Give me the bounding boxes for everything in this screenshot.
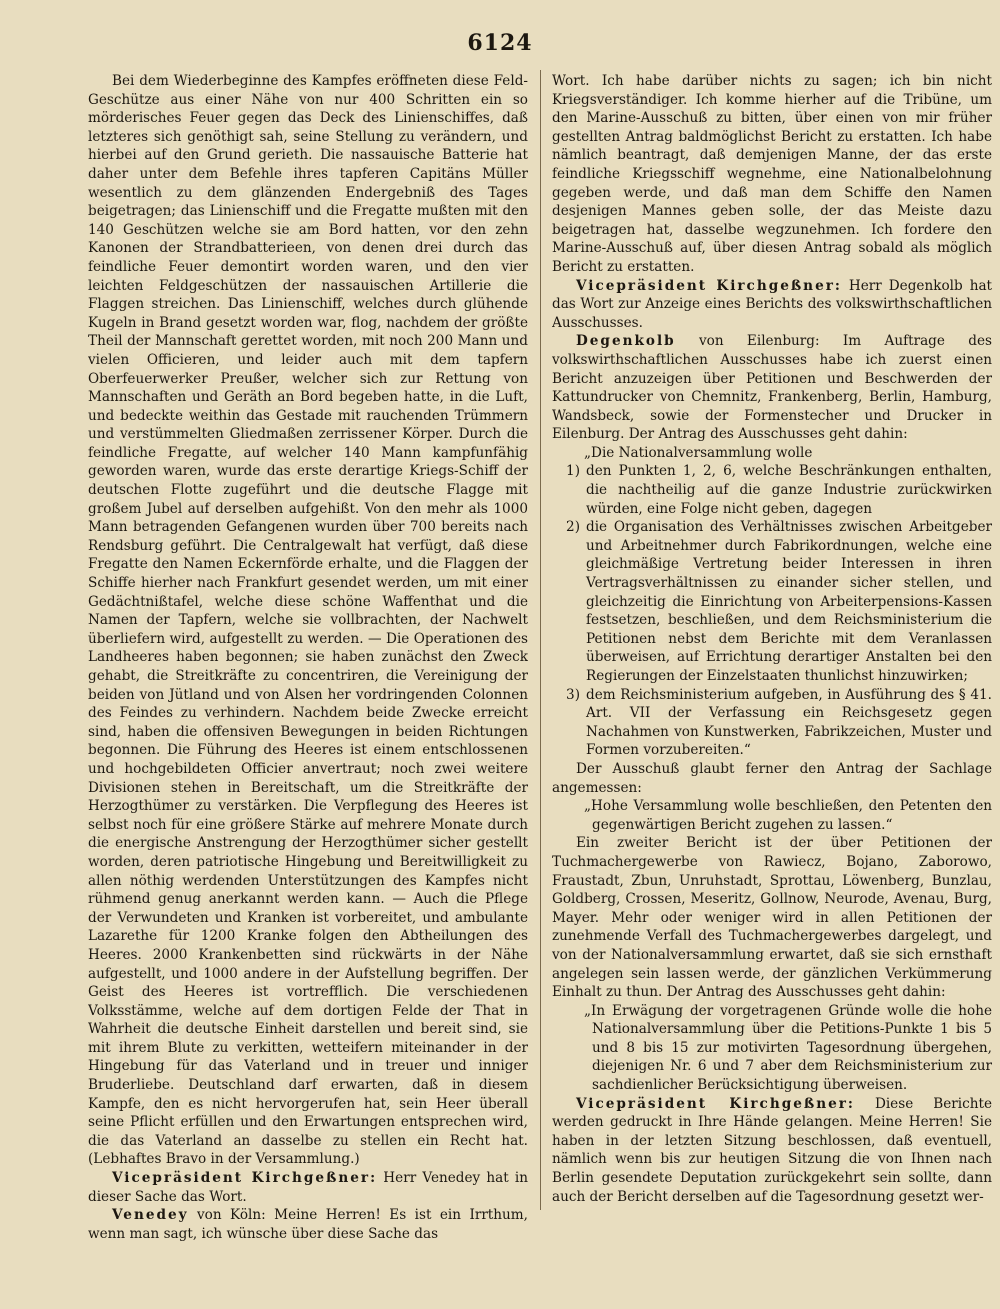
paragraph [88, 1169, 528, 1206]
speaker-name: Vicepräsident Kirchgeßner: [576, 1095, 855, 1112]
speech-text: von Eilenburg: Im Auftrage des volkswirthschaftlichen Ausschusses habe ich zuerst einen Bericht anzuzeigen über Petitionen und Beschwerden der Kattundrucker von Chemnitz, Frankenberg, Berlin, Hamburg, Wandsbeck, sowie der Formenstecher und Drucker in Eilenburg. Der Antrag des Ausschusses geht dahin: [552, 333, 992, 443]
quote: „In Erwägung der vorgetragenen Gründe wolle die hohe Nationalversammlung über die Petitions-Punkte 1 bis 5 und 8 bis 15 zur motivirten Tagesordnung übergehen, diejenigen Nr. 6 und 7 aber dem Reichsministerium zur sachdienlicher Berücksichtigung überweisen. [584, 1002, 992, 1094]
speaker-name: Vicepräsident Kirchgeßner: [112, 1170, 378, 1187]
list-number: 1) [566, 463, 580, 480]
list-text: den Punkten 1, 2, 6, welche Beschränkungen enthalten, die nachtheilig auf die ganze Industrie zurückwirken würden, eine Folge nicht geben, dagegen [586, 463, 992, 517]
paragraph: Der Ausschuß glaubt ferner den Antrag der Sachlage angemessen: [552, 760, 992, 796]
paragraph [552, 332, 992, 444]
paragraph [552, 277, 992, 333]
paragraph [88, 1206, 528, 1243]
paragraph [552, 1095, 992, 1207]
list-text: dem Reichsministerium aufgeben, in Ausführung des § 41. Art. VII der Verfassung ein Reichsgesetz gegen Nachahmen von Kunstwerken, Fabrikzeichen, Muster und Formen vorzubereiten.“ [586, 686, 992, 759]
right-column [552, 72, 992, 1282]
list-item [552, 686, 992, 760]
page-number: 6124 [467, 30, 533, 56]
speaker-name: Vicepräsident Kirchgeßner: [576, 277, 842, 294]
speech-text: Herr Venedey hat in dieser Sache das Wort. [88, 1170, 528, 1205]
paragraph: Bei dem Wiederbeginne des Kampfes eröffneten diese Feld-Geschütze aus einer Nähe von nur 400 Schritten ein so mörderisches Feuer gegen das Deck des Linienschiffes, daß letzteres sich genöthigt sah, seine Stellung zu verändern, und hierbei auf den Grund gerieth. Die nassauische Batterie hat daher unter dem Befehle ihres tapferen Capitäns Müller wesentlich zu dem glänzenden Endergebniß des Tages beigetragen; das Linienschiff und die Fregatte mußten mit den 140 Geschützen welche sie am Bord hatten, vor den zehn Kanonen der Strandbatterieen, von denen drei durch das feindliche Feuer demontirt worden waren, und den vier leichten Feldgeschützen der nassauischen Artillerie die Flaggen streichen. Das Linienschiff, welches durch glühende Kugeln in Brand gesetzt worden war, flog, nachdem der größte Theil der Mannschaft gerettet worden, mit noch 200 Mann und vielen Officieren, und leider auch mit dem tapfern Oberfeuerwerker Preußer, welcher sich zur Rettung von Mannschaften und Geräth an Bord begeben hatte, in die Luft, und bedeckte weithin das Gestade mit rauchenden Trümmern und verstümmelten Gliedmaßen zerrissener Körper. Durch die feindliche Fregatte, auf welcher 140 Mann kampfunfähig geworden waren, wurde das erste derartige Kriegs-Schiff der deutschen Flotte zugeführt und die deutsche Flagge mit großem Jubel auf derselben aufgehißt. Von den mehr als 1000 Mann betragenden Gefangenen wurden über 700 bereits nach Rendsburg geführt. Die Centralgewalt hat verfügt, daß diese Fregatte den Namen Eckernförde erhalte, und die Flaggen der Schiffe hierher nach Frankfurt gesendet werden, um mit einer Gedächtnißtafel, welche diese schöne Waffenthat und die Namen der Tapfern, welche sie vollbrachten, der Nachwelt überliefern wird, aufgestellt zu werden. — Die Operationen des Landheeres haben begonnen; sie haben zunächst den Zweck gehabt, die Streitkräfte zu concentriren, die Vereinigung der beiden von Jütland und von Alsen her vordringenden Colonnen des Feindes zu verhindern. Nachdem beide Zwecke erreicht sind, haben die offensiven Bewegungen in beiden Richtungen begonnen. Die Führung des Heeres ist einem entschlossenen und hochgebildeten Officier anvertraut; noch zwei weitere Divisionen stehen in Bereitschaft, um die Streitkräfte der Herzogthümer zu verstärken. Die Verpflegung des Heeres ist selbst noch für eine größere Stärke auf mehrere Monate durch die energische Anstrengung der Herzogthümer sicher gestellt worden, deren patriotische Hingebung und Bereitwilligkeit zu allen nöthig werdenden Unterstützungen des Kampfes nicht rühmend genug anerkannt werden kann. — Auch die Pflege der Verwundeten und Kranken ist vorbereitet, und ambulante Lazarethe für 1200 Kranke folgen den Abtheilungen des Heeres. 2000 Krankenbetten sind rückwärts in der Nähe aufgestellt, und 1000 andere in der Aufstellung begriffen. Der Geist des Heeres ist vortrefflich. Die verschiedenen Volksstämme, welche auf dem dortigen Felde der That in Wahrheit die deutsche Einheit darstellen und bereit sind, sie mit ihrem Blute zu verkitten, wetteifern miteinander in der Hingebung für das Vaterland und in treuer und inniger Bruderliebe. Deutschland darf erwarten, daß in diesem Kampfe, den es nicht hervorgerufen hat, sein Heer überall seine Pflicht erfüllen und den Erwartungen entsprechen wird, die das Vaterland an dasselbe zu stellen ein Recht hat. (Lebhaftes Bravo in der Versammlung.) [88, 73, 528, 1168]
list-text: die Organisation des Verhältnisses zwischen Arbeitgeber und Arbeitnehmer durch Fabrikordnungen, welche eine gleichmäßige Vertretung beider Interessen in ihren Vertragsverhältnissen zu einander sicher stellen, und gleichzeitig die Einrichtung von Arbeiterpensions-Kassen festsetzen, beschließen, und dem Reichsministerium die Petitionen nebst dem Berichte mit dem Veranlassen überweisen, auf Errichtung derartiger Anstalten bei den Regierungen der Einzelstaaten thunlichst hinzuwirken; [586, 519, 992, 684]
speaker-name: Venedey [112, 1207, 189, 1224]
speech-text: Herr Degenkolb hat das Wort zur Anzeige eines Berichts des volkswirthschaftlichen Ausschusses. [552, 277, 992, 331]
speech-text: Diese Berichte werden gedruckt in Ihre Hände gelangen. Meine Herren! Sie haben in der letzten Sitzung beschlossen, daß eventuell, nämlich wenn bis zur heutigen Sitzung die von Ihnen nach Berlin gesendete Deputation zurückgekehrt sein sollte, dann auch der Bericht derselben auf die Tagesordnung gesetzt wer- [552, 1095, 992, 1205]
list-number: 3) [566, 686, 580, 703]
left-column [88, 72, 528, 1282]
paragraph: Ein zweiter Bericht ist der über Petitionen der Tuchmachergewerbe von Rawiecz, Bojano, Zaborowo, Fraustadt, Zbun, Unruhstadt, Sprottau, Löwenberg, Bunzlau, Goldberg, Crossen, Meseritz, Gollnow, Neurode, Avenau, Burg, Mayer. Mehr oder weniger wird in allen Petitionen der zunehmende Verfall des Tuchmachergewerbes dargelegt, und von der Nationalversammlung erwartet, daß sie sich ernsthaft angelegen sein lassen werde, der gänzlichen Verkümmerung Einhalt zu thun. Der Antrag des Ausschusses geht dahin: [552, 835, 992, 1001]
list-item [552, 518, 992, 685]
quote-intro: „Die Nationalversammlung wolle [584, 444, 813, 461]
list-number: 2) [566, 519, 580, 536]
column-divider [540, 70, 541, 1210]
paragraph: Wort. Ich habe darüber nichts zu sagen; ich bin nicht Kriegsverständiger. Ich komme hierher auf die Tribüne, um den Marine-Ausschuß zu bitten, über einen von mir früher gestellten Antrag baldmöglichst Bericht zu erstatten. Ich habe nämlich beantragt, daß demjenigen Manne, der das erste feindliche Kriegsschiff wegnehme, eine Nationalbelohnung gegeben werde, und daß man dem Schiffe den Namen desjenigen Mannes geben solle, der das Meiste dazu beigetragen hat, dasselbe wegzunehmen. Ich fordere den Marine-Ausschuß auf, über diesen Antrag sobald als möglich Bericht zu erstatten. [552, 73, 992, 275]
speaker-name: Degenkolb [576, 333, 676, 350]
quote: „Hohe Versammlung wolle beschließen, den Petenten den gegenwärtigen Bericht zugehen zu lassen.“ [584, 798, 992, 833]
speech-text: von Köln: Meine Herren! Es ist ein Irrthum, wenn man sagt, ich wünsche über diese Sache das [88, 1207, 528, 1242]
list-item [552, 462, 992, 518]
